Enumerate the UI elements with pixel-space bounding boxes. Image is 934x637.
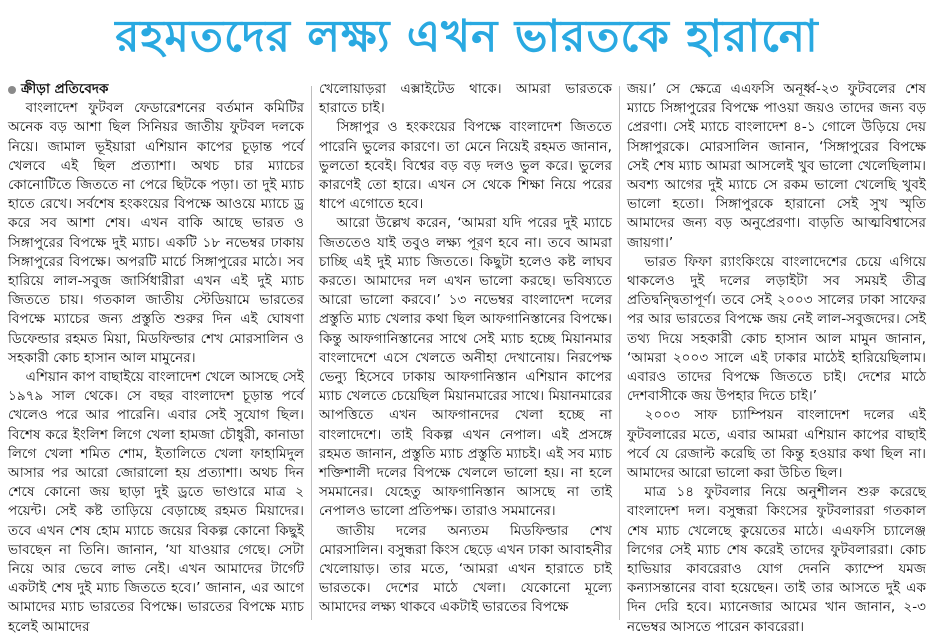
byline <box>8 80 304 99</box>
paragraph: ২০০৩ সাফ চ্যাম্পিয়ন বাংলাদেশ দলের এই ফুটবলারের মতে, এবার আমরা এশিয়ান কাপের বাছাই পর্বে যে রেজাল্ট করেছি তা কিন্তু হওয়ার কথা ছিল না। আমাদের আরো ভালো করা উচিত ছিল। <box>627 407 926 482</box>
paragraph: জাতীয় দলের অন্যতম মিডফিল্ডার শেখ মোরসালিন। বসুন্ধরা কিংস ছেড়ে এখন ঢাকা আবাহনীর খেলোয়াড়। তার মতে, ‘আমরা এখন হারাতে চাই ভারতকে। দেশের মাঠে খেলা। যেকোনো মূল্যে আমাদের লক্ষ্য থাকবে একটাই ভারতের বিপক্ষে <box>319 522 612 616</box>
bullet-icon <box>8 86 16 94</box>
paragraph: সিঙ্গাপুর ও হংকংয়ের বিপক্ষে বাংলাদেশ জিততে পারেনি ভুলের কারণে। তা মেনে নিয়েই রহমত জানান, ভুলতো হবেই। বিশ্বের বড় বড় দলও ভুল করে। ভুলের কারণেই তো হারে। এখন সে থেকে শিক্ষা নিয়ে পরের ধাপে এগোতে হবে। <box>319 119 612 213</box>
paragraph: ভারত ফিফা র‌্যাংকিংয়ে বাংলাদেশের চেয়ে এগিয়ে থাকলেও দুই দলের লড়াইটা সব সময়ই তীব্র প্রতিদ্বন্দ্বিতাপূর্ণ। তবে সেই ২০০৩ সালের ঢাকা সাফের পর আর ভারতের বিপক্ষে জয় নেই লাল-সবুজদের। সেই তথ্য দিয়ে সহকারী কোচ হাসান আল মামুন জানান, ‘আমরা ২০০৩ সালে এই ঢাকার মাঠেই হারিয়েছিলাম। এবারও তাদের বিপক্ষে জিততে চাই। দেশের মাঠে দেশবাসীকে জয় উপহার দিতে চাই।’ <box>627 253 926 405</box>
article-column-2 <box>319 80 612 625</box>
byline-text: ক্রীড়া প্রতিবেদক <box>21 81 109 97</box>
article-body <box>8 80 926 635</box>
paragraph: খেলোয়াড়রা এক্সাইটেড থাকে। আমরা ভারতকে হারাতে চাই। <box>319 81 612 117</box>
paragraph: জয়।’ সে ক্ষেত্রে এএফসি অনূর্ধ্ব-২৩ ফুটবলের শেষ ম্যাচে সিঙ্গাপুরের বিপক্ষে পাওয়া জয়ও তাদের জন্য বড় প্রেরণা। সেই ম্যাচে বাংলাদেশ ৪-১ গোলে উড়িয়ে দেয় সিঙ্গাপুরকে। মোরসালিন জানান, ‘সিঙ্গাপুরের বিপক্ষে সেই শেষ ম্যাচ আমরা আসলেই খুব ভালো খেলেছিলাম। অবশ্য আগের দুই ম্যাচে সে রকম ভালো খেলেছি খুবই ভালো হতো। সিঙ্গাপুরকে হারানো সেই সুখ স্মৃতি আমাদের জন্য বড় অনুপ্রেরণা। বাড়তি আত্মবিশ্বাসের জায়গা।’ <box>627 81 926 251</box>
paragraph: এশিয়ান কাপ বাছাইয়ে বাংলাদেশ খেলে আসছে সেই ১৯৭৯ সাল থেকে। সে বছর বাংলাদেশ চূড়ান্ত পর্বে খেলেও পরে আর পারেনি। এবার সেই সুযোগ ছিল। বিশেষ করে ইংলিশ লিগে খেলা হামজা চৌধুরী, কানাডা লিগে খেলা শমিত শোম, ইতালিতে খেলা ফাহামিদুল আসার পর আরো জোরালো হয় প্রত্যাশা। অথচ দিন শেষে কোনো জয় ছাড়া দুই ড্রতে ভাণ্ডারে মাত্র ২ পয়েন্ট। সেই কষ্ট তাড়িয়ে বেড়াচ্ছে রহমত মিয়াদের। তবে এখন শেষ হোম ম্যাচে জয়ের বিকল্প কোনো কিছুই ভাবছেন না তিনি। জানান, ‘যা যাওয়ার গেছে। সেটা নিয়ে আর ভেবে লাভ নেই। এখন আমাদের টার্গেট একটাই শেষ দুই ম্যাচ জিততে হবে।’ জানান, এর আগে আমাদের ম্যাচ ভারতের বিপক্ষে। ভারতের বিপক্ষে ম্যাচ হলেই আমাদের <box>8 369 304 635</box>
column-divider <box>619 86 620 620</box>
article-column-1 <box>8 80 304 635</box>
article-column-3 <box>627 80 926 635</box>
paragraph: বাংলাদেশ ফুটবল ফেডারেশনের বর্তমান কমিটির অনেক বড় আশা ছিল সিনিয়র জাতীয় ফুটবল দলকে নিয়ে। জামাল ভূইয়ারা এশিয়ান কাপের চূড়ান্ত পর্বে খেলবে এই ছিল প্রত্যাশা। অথচ চার ম্যাচের কোনোটিতে জিততে না পেরে ছিটকে পড়া। তা দুই ম্যাচ হাতে রেখে। সর্বশেষ হংকংয়ের বিপক্ষে আওয়ে ম্যাচে ড্র করে সব আশা শেষ। এখন বাকি আছে ভারত ও সিঙ্গাপুরের বিপক্ষে দুই ম্যাচ। একটি ১৮ নভেম্বর ঢাকায় সিঙ্গাপুরের বিপক্ষে। অপরটি মার্চে সিঙ্গাপুরের মাঠে। সব হারিয়ে লাল-সবুজ জার্সিধারীরা এখন এই দুই ম্যাচ জিততে চায়। গতকাল জাতীয় স্টেডিয়ামে ভারতের বিপক্ষে ম্যাচের জন্য প্রস্তুতি শুরুর দিন এই ঘোষণা ডিফেন্ডার রহমত মিয়া, মিডফিল্ডার শেখ মোরসালিন ও সহকারী কোচ হাসান আল মামুনের। <box>8 100 304 366</box>
headline: রহমতদের লক্ষ্য এখন ভারতকে হারানো <box>115 10 819 62</box>
column-divider <box>311 86 312 620</box>
headline-banner <box>0 0 934 78</box>
paragraph: মাত্র ১৪ ফুটবলার নিয়ে অনুশীলন শুরু করেছে বাংলাদেশ দল। বসুন্ধরা কিংসের ফুটবলাররা গতকাল শেষ ম্যাচ খেলেছে কুয়েতের মাঠে। এএফসি চ্যালেঞ্জ লিগের সেই ম্যাচ শেষ করেই তাদের ফুটবলাররা। কোচ হাভিয়ার কাবরেরাও যোগ দেননি ক্যাম্পে যমজ কন্যাসন্তানের বাবা হয়েছেন। তাই তার আসতে দুই এক দিন দেরি হবে। ম্যানেজার আমের খান জানান, ২-৩ নভেম্বর আসতে পারেন কাবরেরা। <box>627 484 926 635</box>
paragraph: আরো উল্লেখ করেন, ‘আমরা যদি পরের দুই ম্যাচে জিততেও যাই তবুও লক্ষ্য পূরণ হবে না। তবে আমরা চাচ্ছি এই দুই ম্যাচ জিততে। কিছুটা হলেও কষ্ট লাঘব করতে। আমাদের দল এখন ভালো করছে। ভবিষ্যতে আরো ভালো করবে।’ ১৩ নভেম্বর বাংলাদেশ দলের প্রস্তুতি ম্যাচ খেলার কথা ছিল আফগানিস্তানের বিপক্ষে। কিন্তু আফগানিস্তানের সাথে সেই ম্যাচ হচ্ছে মিয়ানমার বাংলাদেশে এসে খেলতে অনীহা দেখানোয়। নিরপেক্ষ ভেন্যু হিসেবে ঢাকায় আফগানিস্তান এশিয়ান কাপের ম্যাচ খেলতে চেয়েছিল মিয়ানমারের সাথে। মিয়ানমারের আপত্তিতে এখন আফগানদের খেলা হচ্ছে না বাংলাদেশে। তাই বিকল্প এখন নেপাল। এই প্রসঙ্গে রহমত জানান, প্রস্তুতি ম্যাচ প্রস্তুতি ম্যাচই। এই সব ম্যাচ শক্তিশালী দলের বিপক্ষে খেললে ভালো হয়। না হলে সমমানের। যেহেতু আফগানিস্তান আসছে না তাই নেপালও ভালো প্রতিপক্ষ। তারাও সমমানের। <box>319 215 612 520</box>
